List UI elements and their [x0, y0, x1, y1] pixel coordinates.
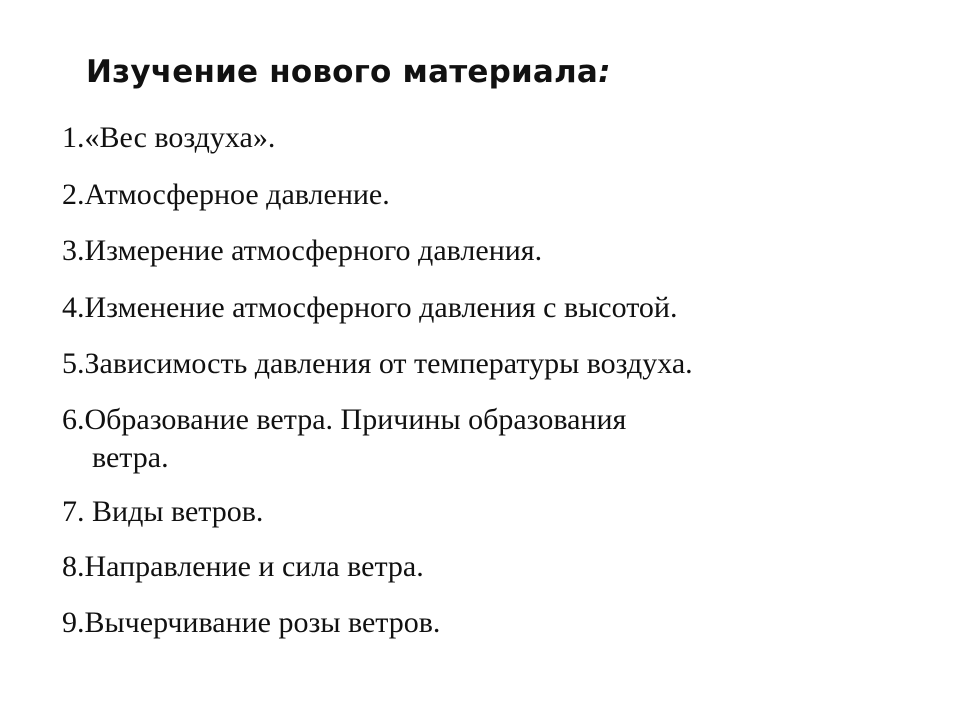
slide-title-colon: :: [598, 54, 611, 90]
list-item-text: 4.Изменение атмосферного давления с высотой.: [62, 291, 678, 324]
slide-title-text: Изучение нового материала: [86, 54, 599, 90]
list-item: [62, 493, 922, 531]
list-item-text: 9.Вычерчивание розы ветров.: [62, 606, 441, 639]
list-item: [62, 345, 922, 383]
list-item: [62, 604, 922, 642]
list-item: [62, 548, 922, 586]
list-item: [62, 176, 922, 214]
list-item-text: 1.«Вес воздуха».: [62, 121, 276, 154]
list-item-text: 2.Атмосферное давление.: [62, 178, 390, 211]
list-item-text: 8.Направление и сила ветра.: [62, 550, 424, 583]
list-item-continuation: ветра.: [92, 441, 169, 474]
list-item-text: 6.Образование ветра. Причины образования: [62, 403, 627, 436]
list-item: [62, 289, 922, 327]
list-item: [62, 401, 922, 477]
topic-list: [62, 119, 922, 642]
list-item: [62, 119, 922, 157]
list-item-text: 5.Зависимость давления от температуры воздуха.: [62, 347, 693, 380]
slide-title: [86, 46, 611, 98]
list-item: [62, 232, 922, 270]
list-item-text: 3.Измерение атмосферного давления.: [62, 234, 543, 267]
list-item-text: 7. Виды ветров.: [62, 495, 264, 528]
